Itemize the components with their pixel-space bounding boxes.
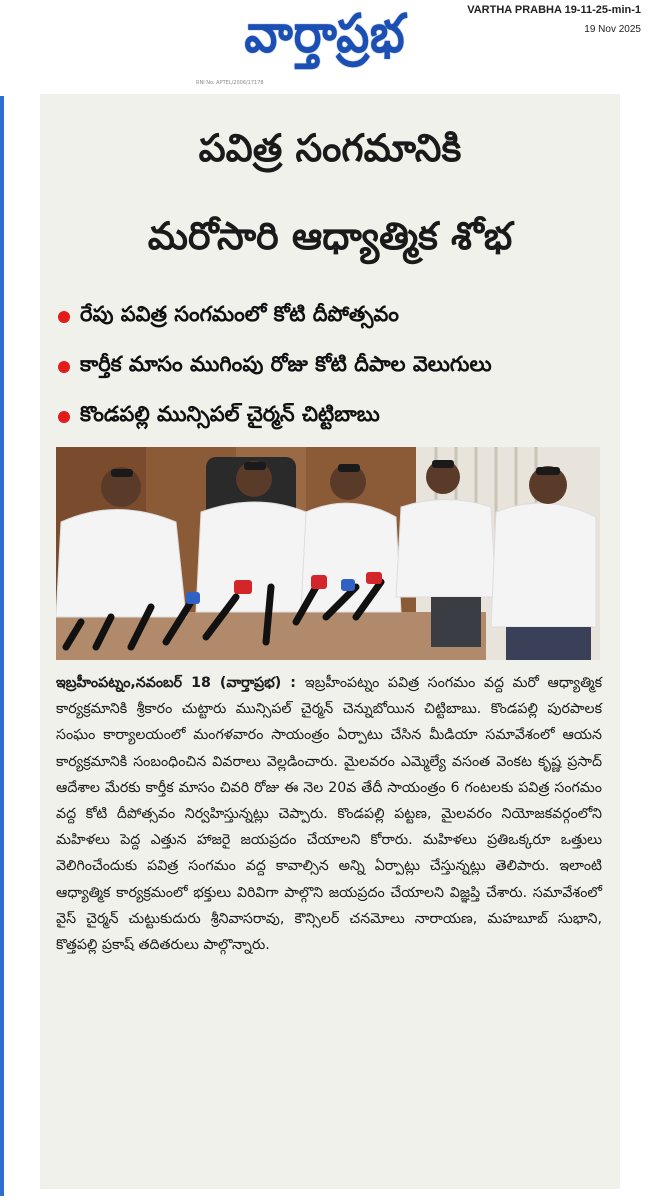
article-text: ఇబ్రహీంపట్నం పవిత్ర సంగమం వద్ద మరో ఆధ్యాత్మిక కార్యక్రమానికి శ్రీకారం చుట్టారు మున్సిపల్ చైర్మన్ చెన్నుబోయిన చిట్టిబాబు. కొండపల్లి పురపాలక సంఘం కార్యాలయంలో మంగళవారం సాయంత్రం ఏర్పాటు చేసిన మీడియా సమావేశంలో ఆయన కార్యక్రమానికి సంబంధించిన వివరాలు వెల్లడించారు. మైలవరం ఎమ్మెల్యే వసంత వెంకట కృష్ణ ప్రసాద్ ఆదేశాల మేరకు కార్తీక మాసం చివరి రోజు ఈ నెల 20వ తేదీ సాయంత్రం 6 గంటలకు పవిత్ర సంగమం వద్ద కోటి దీపోత్సవం నిర్వహిస్తున్నట్లు చెప్పారు. కొండపల్లి పట్టణ, మైలవరం నియోజకవర్గంలోని మహిళలు పెద్ద ఎత్తున హాజరై జయప్రదం చేయాలని కోరారు. మహిళలు ప్రతిఒక్కరూ ఒత్తులు వెలిగించేందుకు పవిత్ర సంగమం వద్ద కావాల్సిన అన్ని ఏర్పాట్లు చేస్తున్నట్లు తెలిపారు. ఇలాంటి ఆధ్యాత్మిక కార్యక్రమంలో భక్తులు విరివిగా పాల్గొని జయప్రదం చేయాలని విజ్ఞప్తి చేశారు. సమావేశంలో వైస్ చైర్మన్ చుట్టుకుదురు శ్రీనివాసరావు, కౌన్సిలర్ చనమోలు నారాయణ, మహబూబ్ సుభాని, కొత్తపల్లి ప్రకాష్ తదితరులు పాల్గొన్నారు.	[56, 675, 602, 954]
edition-name: VARTHA PRABHA 19-11-25-min-1	[467, 4, 641, 16]
bullet-text: కొండపల్లి మున్సిపల్ చైర్మన్ చిట్టిబాబు	[80, 402, 380, 426]
bullet-text: రేపు పవిత్ర సంగమంలో కోటి దీపోత్సవం	[80, 302, 399, 326]
newspaper-logo: వార్తాప్రభ	[244, 2, 406, 65]
bullet-item	[58, 292, 608, 342]
bullet-item	[58, 342, 608, 392]
masthead	[0, 0, 649, 92]
left-border-rule	[0, 96, 4, 1196]
edition-date: 19 Nov 2025	[584, 24, 641, 35]
edition-info	[467, 4, 641, 35]
headline	[40, 120, 620, 260]
bullet-dot-icon	[58, 361, 70, 373]
logo-subtext: RNI No. APTEL/2006/17178	[196, 80, 264, 86]
press-meet-photo	[56, 447, 600, 660]
highlight-bullets	[58, 292, 608, 442]
bullet-dot-icon	[58, 411, 70, 423]
dateline: ఇబ్రహీంపట్నం,నవంబర్ 18 (వార్తాప్రభ) :	[56, 675, 305, 691]
headline-line-2: మరోసారి ఆధ్యాత్మిక శోభ	[147, 214, 513, 258]
bullet-text: కార్తీక మాసం ముగింపు రోజు కోటి దీపాల వెలుగులు	[80, 352, 492, 376]
bullet-item	[58, 392, 608, 442]
photo-illustration	[56, 447, 600, 660]
headline-line-1: పవిత్ర సంగమానికి	[198, 126, 462, 170]
bullet-dot-icon	[58, 311, 70, 323]
article-body	[56, 670, 602, 958]
